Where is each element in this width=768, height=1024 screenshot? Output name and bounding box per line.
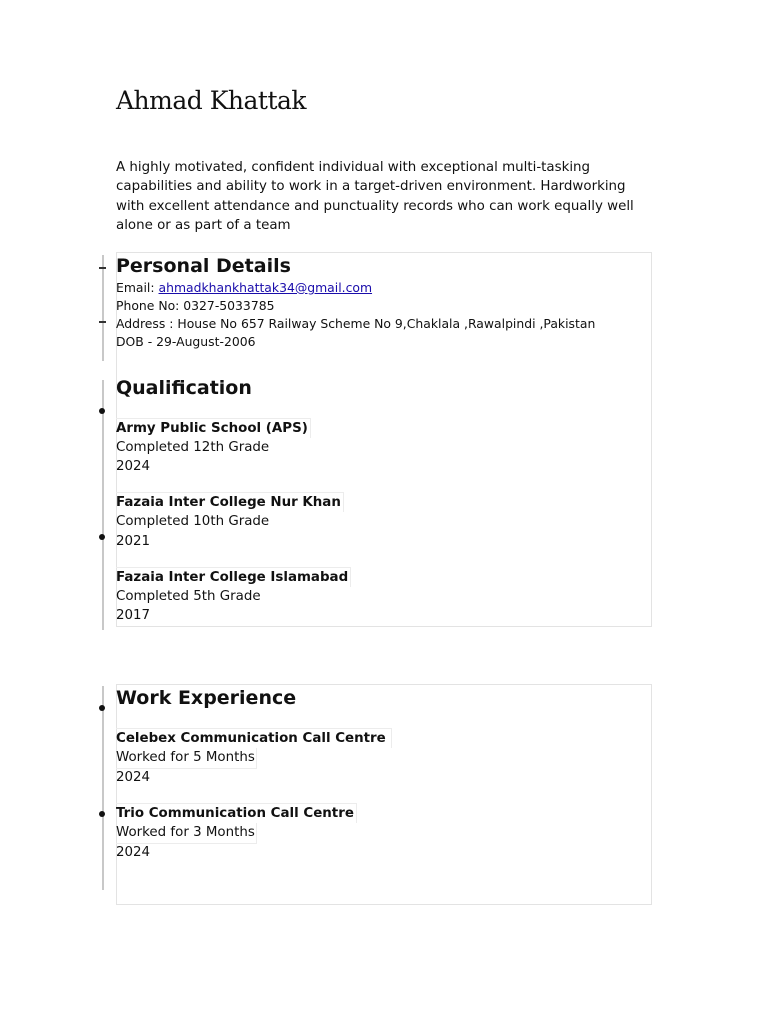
profile-summary: A highly motivated, confident individual with exceptional multi-tasking capabilities and ability to work in a target-driven environment. Hardworking with excellent attendance and punctuality records who can work equally well alone or as part of a team [116, 160, 634, 234]
timeline-marker [99, 321, 106, 323]
dob-line: DOB - 29-August-2006 [116, 334, 256, 349]
candidate-name: Ahmad Khattak [116, 86, 307, 115]
work-company: Trio Communication Call Centre [116, 803, 357, 823]
qualification-year: 2017 [116, 608, 151, 623]
work-year: 2024 [116, 770, 151, 785]
timeline-rail-personal [102, 255, 104, 361]
qualification-grade: Completed 12th Grade [116, 440, 270, 455]
email-label: Email: [116, 280, 155, 295]
timeline-dot [99, 705, 105, 711]
qualification-school: Fazaia Inter College Nur Khan [116, 492, 344, 512]
email-link[interactable]: ahmadkhankhattak34@gmail.com [158, 280, 373, 295]
qualification-year: 2021 [116, 534, 151, 549]
qualification-heading: Qualification [116, 377, 252, 399]
timeline-dot [99, 811, 105, 817]
qualification-year: 2024 [116, 459, 151, 474]
email-line [116, 279, 372, 297]
timeline-rail-work [102, 686, 104, 890]
qualification-school: Army Public School (APS) [116, 418, 311, 438]
work-duration: Worked for 3 Months [116, 823, 257, 844]
work-experience-heading: Work Experience [116, 687, 297, 709]
work-year: 2024 [116, 845, 151, 860]
timeline-dot [99, 534, 105, 540]
work-duration: Worked for 5 Months [116, 748, 257, 769]
qualification-grade: Completed 10th Grade [116, 514, 270, 529]
work-experience-box [116, 684, 652, 905]
personal-details-heading: Personal Details [116, 255, 291, 277]
timeline-rail-qualification [102, 380, 104, 630]
timeline-dot [99, 408, 105, 414]
phone-line: Phone No: 0327-5033785 [116, 298, 275, 313]
timeline-marker [99, 267, 106, 269]
qualification-grade: Completed 5th Grade [116, 589, 261, 604]
address-line: Address : House No 657 Railway Scheme No 9,Chaklala ,Rawalpindi ,Pakistan [116, 316, 596, 331]
qualification-school: Fazaia Inter College Islamabad [116, 567, 351, 587]
work-company: Celebex Communication Call Centre [116, 728, 392, 748]
